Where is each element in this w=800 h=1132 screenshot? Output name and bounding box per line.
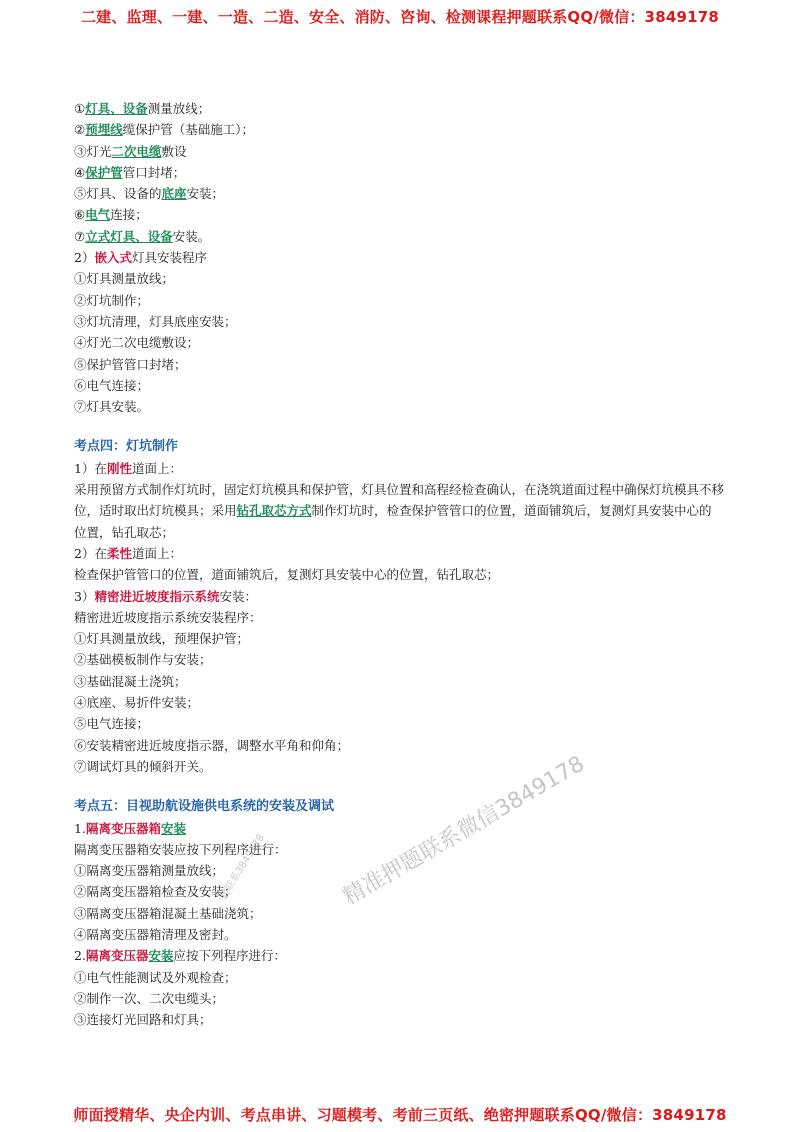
line-text: ⑦调试灯具的倾斜开关。 — [74, 758, 212, 774]
text-line — [74, 98, 724, 119]
line-text: 1）在 — [74, 460, 107, 476]
text-line — [74, 628, 724, 649]
line-text: ⑤灯具、设备的 — [74, 186, 162, 202]
heading-text: 考点五：目视助航设施供电系统的安装及调试 — [74, 799, 335, 815]
line-text: 检查保护管管口的位置，道面铺筑后，复测灯具安装中心的位置，钻孔取芯； — [74, 567, 500, 583]
keyword-highlight: 柔性 — [106, 545, 132, 561]
text-line — [74, 713, 724, 734]
keyword-highlight: 精密进近坡度指示系统 — [94, 588, 220, 604]
section-gap — [74, 417, 724, 435]
heading-text: 考点四：灯坑制作 — [74, 439, 179, 455]
text-line — [74, 692, 724, 713]
keyword-underlined: 电气 — [85, 207, 111, 223]
line-text: 管口封堵； — [122, 164, 186, 180]
line-text: 测量放线； — [147, 101, 211, 116]
text-line — [74, 119, 724, 140]
line-text: ③灯光 — [74, 143, 112, 159]
section-heading — [74, 435, 724, 457]
line-text: ②隔离变压器箱检查及安装； — [74, 884, 237, 900]
line-text: ①电气性能测试及外观检查； — [74, 969, 237, 985]
line-text: ③灯坑清理，灯具底座安装； — [74, 313, 237, 329]
line-text: 灯具安装程序 — [131, 250, 207, 266]
text-line — [74, 607, 724, 628]
text-line — [74, 162, 724, 183]
keyword-underlined: 预埋线 — [85, 122, 123, 138]
line-text: ④底座、易折件安装； — [74, 695, 200, 711]
line-text: 安装。 — [172, 228, 211, 244]
line-text: ⑥电气连接； — [74, 377, 150, 393]
section-heading — [74, 795, 724, 817]
text-line — [74, 183, 724, 204]
keyword-underlined: 安装 — [148, 948, 174, 964]
top-banner: 二建、监理、一建、一造、二造、安全、消防、咨询、检测课程押题联系QQ/微信：3849178 — [80, 8, 720, 26]
keyword-highlight: 隔离变压器 — [85, 948, 149, 964]
text-line — [74, 290, 724, 311]
text-line — [74, 945, 724, 966]
text-line — [74, 924, 724, 945]
section-gap — [74, 777, 724, 795]
text-line — [74, 543, 724, 564]
line-text: 应按下列程序进行： — [173, 948, 286, 964]
keyword-underlined: 立式灯具、设备 — [85, 228, 173, 244]
line-text: 连接； — [110, 207, 148, 223]
text-line — [74, 204, 724, 225]
line-text: ①灯具测量放线； — [74, 271, 175, 287]
bottom-banner: 师面授精华、央企内训、考点串讲、习题模考、考前三页纸、绝密押题联系QQ/微信：3849178 — [73, 1106, 727, 1124]
text-line — [74, 881, 724, 902]
line-text: ⑤电气连接； — [74, 716, 150, 732]
line-text: ①灯具测量放线，预埋保护管； — [74, 631, 250, 647]
keyword-underlined: 底座 — [161, 186, 187, 202]
line-text: ⑤保护管管口封堵； — [74, 356, 187, 372]
line-text: 隔离变压器箱安装应按下列程序进行： — [74, 841, 287, 857]
line-text: 道面上： — [131, 545, 182, 561]
watermark-text: 精准押题联系微信3849178 — [339, 751, 589, 911]
text-line — [74, 967, 724, 988]
line-text: ③基础混凝土浇筑； — [74, 673, 187, 689]
line-text: ⑥ — [74, 207, 86, 223]
keyword-highlight: 刚性 — [106, 460, 132, 476]
line-text: 2） — [74, 250, 95, 266]
text-line — [74, 564, 724, 585]
line-text: ④隔离变压器箱清理及密封。 — [74, 926, 237, 942]
text-line — [74, 375, 724, 396]
line-text: 制作灯坑时，检查保护管管口的位置，道面铺筑后，复测灯具安装中心的位置，钻孔取芯； — [74, 503, 712, 540]
line-text: ④灯光二次电缆敷设； — [74, 335, 200, 351]
line-text: ②灯坑制作； — [74, 292, 150, 308]
text-line — [74, 903, 724, 924]
text-line — [74, 332, 724, 353]
line-text: ② — [74, 122, 86, 138]
line-text: ⑦ — [74, 228, 86, 244]
text-line — [74, 479, 724, 543]
line-text: ②制作一次、二次电缆头； — [74, 990, 225, 1006]
line-text: 采用预留方式制作灯坑时，固定灯坑模具和保护管，灯具位置和高程经检查确认，在浇筑道面过程中确保灯坑模具不移位，适时取出灯坑模具；采用 — [74, 482, 725, 519]
keyword-underlined: 安装 — [160, 820, 186, 836]
line-text: 安装： — [219, 588, 257, 604]
text-line — [74, 818, 724, 839]
line-text: 精密进近坡度指示系统安装程序： — [74, 609, 262, 625]
text-line — [74, 671, 724, 692]
line-text: 2. — [74, 948, 86, 964]
text-line — [74, 268, 724, 289]
keyword-underlined: 保护管 — [85, 164, 123, 180]
line-text: ③连接灯光回路和灯具； — [74, 1012, 212, 1028]
text-line — [74, 988, 724, 1009]
line-text: ⑦灯具安装。 — [74, 399, 150, 415]
line-text: ① — [74, 101, 86, 116]
line-text: ①隔离变压器箱测量放线； — [74, 863, 225, 879]
keyword-underlined: 钻孔取芯方式 — [236, 503, 312, 519]
text-line — [74, 649, 724, 670]
keyword-underlined: 二次电缆 — [111, 143, 162, 159]
line-text: ④ — [74, 164, 86, 180]
line-text: 3） — [74, 588, 95, 604]
line-text: 敷设 — [161, 143, 187, 159]
line-text: ③隔离变压器箱混凝土基础浇筑； — [74, 905, 262, 921]
line-text: 道面上： — [131, 460, 182, 476]
line-text: ⑥安装精密进近坡度指示器，调整水平角和仰角； — [74, 737, 350, 753]
text-line — [74, 756, 724, 777]
text-line — [74, 1009, 724, 1030]
line-text: 缆保护管（基础施工）； — [122, 122, 254, 138]
text-line — [74, 458, 724, 479]
keyword-highlight: 隔离变压器箱 — [85, 820, 161, 836]
text-line — [74, 586, 724, 607]
line-text: 安装； — [186, 186, 225, 202]
watermark-small-text: 一建联系3849178 — [212, 832, 267, 910]
keyword-highlight: 嵌入式 — [94, 250, 132, 266]
line-text: ②基础模板制作与安装； — [74, 652, 212, 668]
line-text: 2）在 — [74, 545, 107, 561]
text-line — [74, 226, 724, 247]
document-body — [74, 98, 724, 1030]
text-line — [74, 311, 724, 332]
text-line — [74, 141, 724, 162]
text-line — [74, 396, 724, 417]
line-text: 1. — [74, 820, 86, 836]
text-line — [74, 247, 724, 268]
text-line — [74, 735, 724, 756]
keyword-underlined: 灯具、设备 — [85, 101, 148, 116]
text-line — [74, 354, 724, 375]
